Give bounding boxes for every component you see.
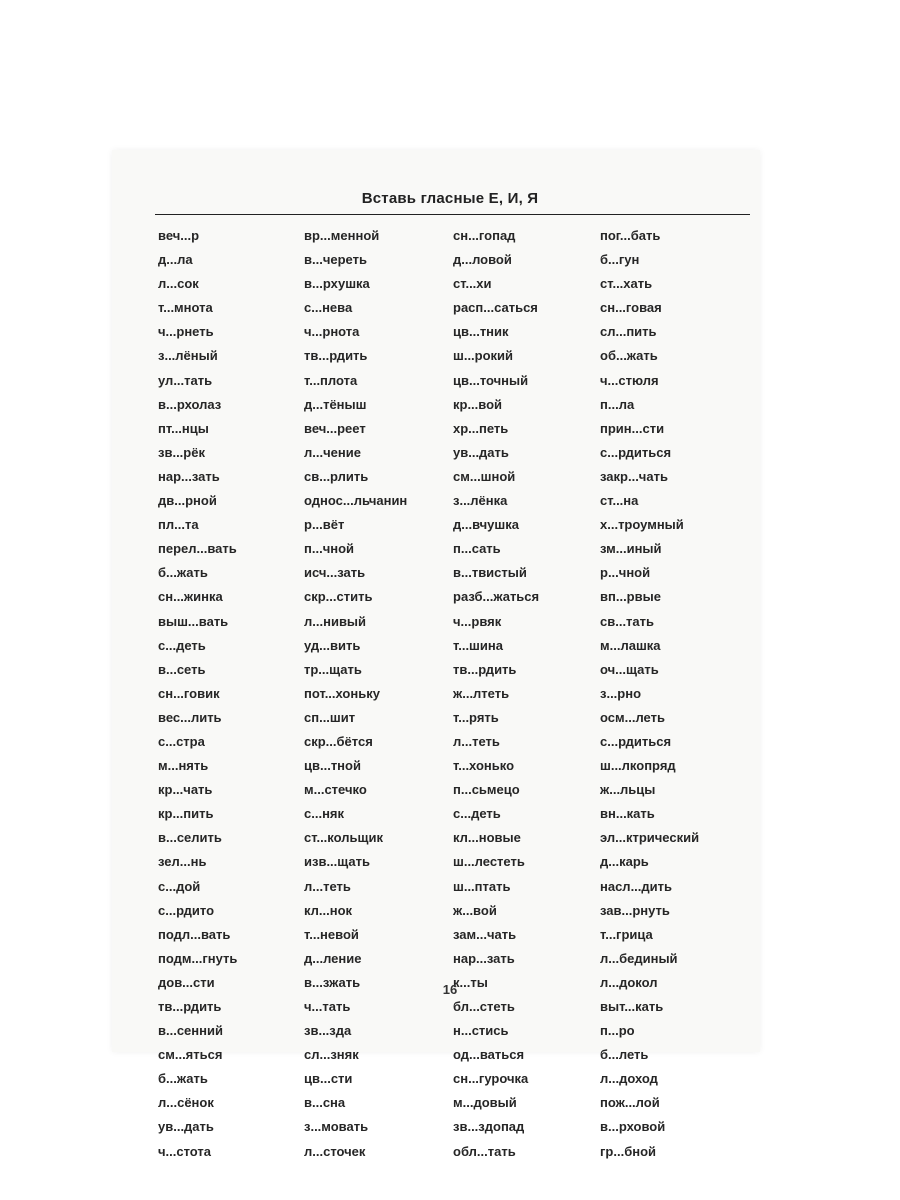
exercise-word: тв...рдить [158, 999, 222, 1014]
exercise-word: од...ваться [453, 1047, 525, 1063]
exercise-word: сл...пить [600, 324, 657, 340]
exercise-word: сн...говик [158, 685, 220, 701]
exercise-word: ст...кольщик [304, 830, 383, 846]
exercise-word: х...троумный [600, 517, 684, 533]
exercise-word: т...мнота [158, 300, 213, 316]
exercise-word: кр...пить [158, 806, 214, 822]
exercise-word: к...ты [453, 974, 488, 990]
exercise-word: сн...говая [600, 300, 662, 316]
exercise-word: д...карь [600, 854, 649, 870]
exercise-word: сп...шит [304, 709, 356, 725]
exercise-word: закр...чать [600, 468, 668, 484]
exercise-word: кл...новые [453, 830, 521, 846]
exercise-word: зам...чать [453, 926, 517, 942]
exercise-word: л...сточек [304, 1143, 366, 1159]
exercise-word: ст...хи [453, 276, 492, 292]
exercise-word: с...деть [453, 806, 501, 822]
exercise-word: з...рно [600, 685, 642, 701]
exercise-word: кр...чать [158, 782, 213, 798]
exercise-word: скр...бётся [304, 733, 373, 749]
exercise-word: уд...вить [304, 637, 361, 653]
exercise-word: св...рлить [304, 468, 369, 484]
word-column-3 [453, 224, 603, 1164]
exercise-word: выш...вать [158, 613, 229, 629]
exercise-word: обл...тать [453, 1143, 516, 1159]
exercise-word: вн...кать [600, 806, 655, 822]
exercise-word: в...сенний [158, 1023, 223, 1039]
exercise-word: хр...петь [453, 420, 509, 436]
exercise-word: л...бединый [600, 950, 678, 966]
exercise-word: осм...леть [600, 709, 665, 725]
exercise-word: пот...хоньку [304, 685, 380, 701]
exercise-word: б...жать [158, 565, 208, 581]
exercise-word: ж...лтеть [453, 685, 510, 701]
exercise-word: с...стра [158, 733, 205, 749]
exercise-word: ув...дать [158, 1119, 214, 1135]
exercise-word: пог...бать [600, 228, 661, 243]
exercise-word: сн...гопад [453, 228, 516, 243]
exercise-word: тв...рдить [453, 661, 517, 677]
exercise-word: с...нева [304, 300, 353, 316]
exercise-word: эл...ктрический [600, 830, 700, 846]
exercise-word: ч...стота [158, 1143, 212, 1159]
word-column-1 [158, 224, 308, 1164]
exercise-word: с...дой [158, 878, 201, 894]
exercise-word: с...няк [304, 806, 345, 822]
exercise-word: об...жать [600, 348, 658, 364]
exercise-word: м...довый [453, 1095, 517, 1111]
exercise-word: ст...хать [600, 276, 653, 292]
exercise-word: сн...жинка [158, 589, 223, 605]
exercise-word: см...шной [453, 468, 516, 484]
exercise-word: м...лашка [600, 637, 661, 653]
exercise-word: ч...тать [304, 999, 351, 1014]
exercise-word: ч...рнеть [158, 324, 214, 340]
exercise-word: ч...рнота [304, 324, 360, 340]
exercise-word: м...нять [158, 758, 209, 774]
exercise-word: дв...рной [158, 493, 217, 509]
exercise-word: тр...щать [304, 661, 362, 677]
exercise-word: з...мовать [304, 1119, 369, 1135]
exercise-word: ч...рвяк [453, 613, 502, 629]
exercise-word: нар...зать [158, 468, 220, 484]
exercise-word: л...нивый [304, 613, 367, 629]
exercise-word: м...стечко [304, 782, 367, 798]
exercise-word: тв...рдить [304, 348, 368, 364]
exercise-word: изв...щать [304, 854, 370, 870]
exercise-word: оч...щать [600, 661, 659, 677]
exercise-word: нар...зать [453, 950, 515, 966]
exercise-word: т...грица [600, 926, 653, 942]
exercise-word: л...чение [304, 444, 361, 460]
exercise-word: зм...иный [600, 541, 662, 557]
exercise-word: т...шина [453, 637, 503, 653]
exercise-word: бл...стеть [453, 999, 515, 1014]
exercise-word: т...рять [453, 709, 499, 725]
exercise-word: вп...рвые [600, 589, 661, 605]
exercise-word: прин...сти [600, 420, 665, 436]
exercise-word: веч...реет [304, 420, 366, 436]
exercise-word: св...тать [600, 613, 655, 629]
exercise-word: зел...нь [158, 854, 207, 870]
exercise-word: дов...сти [158, 974, 215, 990]
exercise-word: вр...менной [304, 228, 380, 243]
exercise-word: зав...рнуть [600, 902, 670, 918]
exercise-word: б...жать [158, 1071, 208, 1087]
exercise-word: д...ловой [453, 252, 512, 268]
exercise-word: л...теть [453, 733, 500, 749]
exercise-word: ж...льцы [600, 782, 656, 798]
exercise-word: цв...тной [304, 758, 361, 774]
exercise-word: с...деть [158, 637, 206, 653]
exercise-word: подл...вать [158, 926, 231, 942]
exercise-word: цв...тник [453, 324, 509, 340]
exercise-word: л...доход [600, 1071, 658, 1087]
exercise-word: цв...сти [304, 1071, 353, 1087]
exercise-word: ув...дать [453, 444, 509, 460]
exercise-word: п...сьмецо [453, 782, 520, 798]
exercise-word: выт...кать [600, 999, 664, 1014]
exercise-word: б...леть [600, 1047, 649, 1063]
exercise-word: расп...саться [453, 300, 538, 316]
page-number: 16 [442, 982, 458, 997]
exercise-word: л...докол [600, 974, 658, 990]
exercise-word: ч...стюля [600, 372, 659, 388]
exercise-word: в...твистый [453, 565, 527, 581]
exercise-word: т...невой [304, 926, 359, 942]
exercise-word: в...рхушка [304, 276, 370, 292]
exercise-word: б...гун [600, 252, 640, 268]
exercise-word: л...сок [158, 276, 199, 292]
exercise-word: д...ла [158, 252, 193, 268]
exercise-word: зв...здопад [453, 1119, 525, 1135]
exercise-word: п...ро [600, 1023, 635, 1039]
exercise-word: д...ление [304, 950, 362, 966]
exercise-word: зв...зда [304, 1023, 352, 1039]
exercise-word: веч...р [158, 228, 200, 243]
exercise-word: см...яться [158, 1047, 223, 1063]
exercise-word: кр...вой [453, 396, 503, 412]
exercise-word: ш...лестеть [453, 854, 525, 870]
exercise-word: с...рдиться [600, 444, 672, 460]
exercise-word: п...сать [453, 541, 501, 557]
exercise-word: п...чной [304, 541, 355, 557]
exercise-word: з...лёный [158, 348, 218, 364]
exercise-word: с...рдиться [600, 733, 672, 749]
exercise-word: л...сёнок [158, 1095, 214, 1111]
exercise-word: л...теть [304, 878, 351, 894]
exercise-word: п...ла [600, 396, 635, 412]
exercise-word: сл...зняк [304, 1047, 359, 1063]
exercise-word: исч...зать [304, 565, 366, 581]
exercise-word: р...чной [600, 565, 651, 581]
exercise-word: ул...тать [158, 372, 213, 388]
exercise-word: з...лёнка [453, 493, 508, 509]
exercise-word: д...тёныш [304, 396, 367, 412]
exercise-word: разб...жаться [453, 589, 540, 605]
exercise-word: пт...нцы [158, 420, 209, 436]
exercise-word: в...селить [158, 830, 222, 846]
exercise-word: ст...на [600, 493, 639, 509]
exercise-word: однос...льчанин [304, 493, 408, 509]
page-title: Вставь гласные Е, И, Я [361, 190, 539, 207]
exercise-word: скр...стить [304, 589, 373, 605]
exercise-word: зв...рёк [158, 444, 205, 460]
exercise-word: т...плота [304, 372, 358, 388]
exercise-word: гр...бной [600, 1143, 657, 1159]
exercise-word: ш...рокий [453, 348, 514, 364]
exercise-word: в...сеть [158, 661, 206, 677]
exercise-word: подм...гнуть [158, 950, 238, 966]
exercise-word: н...стись [453, 1023, 509, 1039]
exercise-word: ш...лкопряд [600, 758, 676, 774]
exercise-word: т...хонько [453, 758, 515, 774]
exercise-word: ш...птать [453, 878, 511, 894]
word-column-2 [304, 224, 454, 1164]
exercise-word: насл...дить [600, 878, 673, 894]
title-underline [155, 214, 750, 215]
exercise-word: в...сна [304, 1095, 346, 1111]
exercise-word: сн...гурочка [453, 1071, 529, 1087]
exercise-word: ж...вой [453, 902, 497, 918]
exercise-word: в...зжать [304, 974, 361, 990]
word-column-4 [600, 224, 750, 1164]
exercise-word: р...вёт [304, 517, 345, 533]
exercise-word: пл...та [158, 517, 199, 533]
exercise-word: перел...вать [158, 541, 237, 557]
exercise-word: цв...точный [453, 372, 529, 388]
exercise-word: в...череть [304, 252, 367, 268]
exercise-word: пож...лой [600, 1095, 660, 1111]
exercise-word: в...рховой [600, 1119, 666, 1135]
exercise-word: в...рхолаз [158, 396, 222, 412]
exercise-word: вес...лить [158, 709, 222, 725]
exercise-word: с...рдито [158, 902, 215, 918]
exercise-word: д...вчушка [453, 517, 519, 533]
exercise-word: кл...нок [304, 902, 353, 918]
